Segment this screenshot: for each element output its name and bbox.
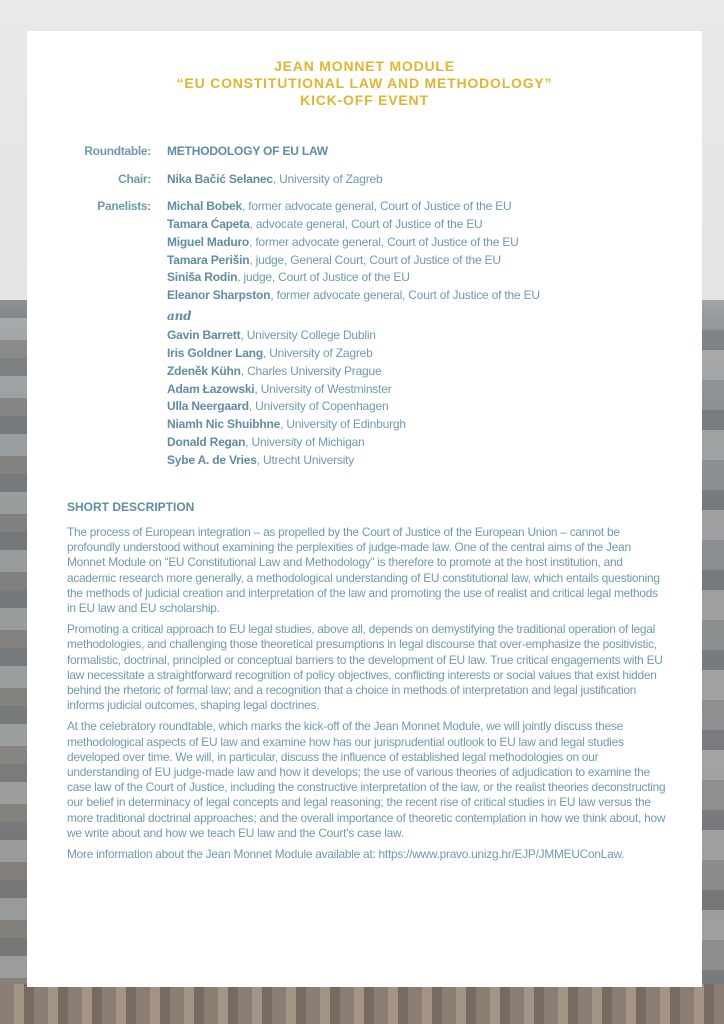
panelist-entry — [167, 381, 540, 399]
panelist-entry — [167, 363, 540, 381]
panelist-name: Zdeněk Kühn — [167, 363, 241, 378]
panelist-entry — [167, 434, 540, 452]
panelists-label: Panelists: — [97, 199, 151, 213]
panelist-entry — [167, 287, 540, 305]
panelist-entry — [167, 327, 540, 345]
panelist-affiliation: , University of Copenhagen — [248, 399, 389, 414]
description-paragraph: Promoting a critical approach to EU legal studies, above all, depends on demystifying the traditional operation of legal methodologies, and challenging those theoretical presumptions in legal discourse that over-emphasize the positivistic, formalistic, doctrinal, principled or conceptual barriers to the development of EU law. True critical engagements with EU law necessitate a straightforward recognition of policy objectives, conflicting interests or social values that exist hidden behind the rhetoric of formal law; and a recognition that a choice in methods of interpretation and legal justification informs judicial outcomes, shaping legal doctrines. — [67, 622, 663, 713]
panelist-name: Ulla Neergaard — [167, 399, 249, 414]
roundtable-label: Roundtable: — [84, 144, 151, 158]
description-paragraph: At the celebratory roundtable, which marks the kick-off of the Jean Monnet Module, we will jointly discuss these methodological aspects of EU law and examine how has our jurisprudential outlook to EU law and legal studies developed over time. We will, in particular, discuss the influence of established legal methodologies on our understanding of EU judge-made law and how it develops; the use of various theories of adjudication to examine the case law of the Court of Justice, including the constructive interpretation of the law, or the realist theories deconstructing our belief in determinacy of legal concepts and legal reasoning; the recent rise of critical studies in EU law versus the more traditional doctrinal approaches; and the overall importance of theoretic contemplation in how we think about, how we write about and how we teach EU law and the Court’s case law. — [67, 719, 666, 840]
chair-affiliation: , University of Zagreb — [272, 172, 383, 186]
more-info-paragraph: More information about the Jean Monnet Module available at: https://www.pravo.unizg.hr/EJP/JMMEUConLaw. — [67, 847, 625, 862]
event-card — [27, 31, 702, 987]
header-line-2: “EU CONSTITUTIONAL LAW AND METHODOLOGY” — [176, 75, 553, 91]
panelist-affiliation: , former advocate general, Court of Justice of the EU — [249, 234, 519, 249]
short-description-title: SHORT DESCRIPTION — [67, 500, 195, 514]
panelist-affiliation: , University College Dublin — [240, 328, 376, 343]
panelist-name: Tamara Ćapeta — [167, 216, 250, 231]
background-buildings-left — [0, 300, 30, 1024]
panelist-name: Eleanor Sharpston — [167, 288, 271, 303]
background-rooftops — [0, 984, 724, 1024]
header-line-1: JEAN MONNET MODULE — [274, 58, 455, 74]
roundtable-title: METHODOLOGY OF EU LAW — [167, 144, 328, 158]
panelist-name: Iris Goldner Lang — [167, 345, 263, 360]
panelist-name: Donald Regan — [167, 435, 246, 450]
description-paragraph: The process of European integration – as propelled by the Court of Justice of the European Union – cannot be profoundly understood without examining the perplexities of judge-made law. One of the central aims of the Jean Monnet Module on “EU Constitutional Law and Methodology” is therefore to promote at the host institution, and academic research more generally, a methodological understanding of EU constitutional law, which entails questioning the methods of judicial creation and interpretation of the law and promoting the use of realist and critical legal methods in EU law and EU scholarship. — [67, 525, 660, 616]
panelist-entry — [167, 416, 540, 434]
panelist-name: Gavin Barrett — [167, 328, 241, 343]
panelist-affiliation: , former advocate general, Court of Justice of the EU — [241, 199, 512, 213]
panelist-name: Niamh Nic Shuibhne — [167, 417, 281, 432]
event-header — [27, 58, 702, 109]
panelist-affiliation: , former advocate general, Court of Justice of the EU — [270, 288, 540, 303]
panelist-entry — [167, 398, 540, 416]
panelist-affiliation: , University of Michigan — [245, 435, 365, 450]
panelist-entry — [167, 252, 540, 270]
panelist-affiliation: , University of Westminster — [254, 381, 392, 396]
panelist-name: Siniša Rodin — [167, 270, 238, 285]
chair-label: Chair: — [118, 172, 151, 186]
chair-name: Nika Bačić Selanec — [167, 172, 273, 186]
panelist-entry — [167, 269, 540, 287]
panelist-affiliation: , judge, General Court, Court of Justice of the EU — [249, 252, 501, 267]
panelist-name: Miguel Maduro — [167, 234, 250, 249]
panelist-affiliation: , judge, Court of Justice of the EU — [237, 270, 410, 285]
panelist-affiliation: , Utrecht University — [256, 452, 355, 467]
conjunction-and: and — [167, 309, 192, 324]
panelist-affiliation: , University of Zagreb — [262, 345, 373, 360]
panelist-entry — [167, 452, 540, 470]
panelist-entry — [167, 345, 540, 363]
panelist-name: Michal Bobek — [167, 199, 242, 213]
panelist-list — [167, 198, 540, 470]
panelist-entry — [167, 216, 540, 234]
chair-entry — [167, 172, 382, 186]
header-line-3: KICK-OFF EVENT — [300, 92, 429, 108]
panelist-affiliation: , Charles University Prague — [240, 363, 382, 378]
panelist-name: Tamara Perišin — [167, 252, 250, 267]
panelist-name: Sybe A. de Vries — [167, 452, 257, 467]
panelist-affiliation: , University of Edinburgh — [280, 417, 406, 432]
panelist-entry — [167, 234, 540, 252]
panelist-affiliation: , advocate general, Court of Justice of the EU — [249, 216, 483, 231]
short-description — [67, 525, 667, 868]
panelist-name: Adam Łazowski — [167, 381, 255, 396]
panelist-entry — [167, 198, 540, 216]
